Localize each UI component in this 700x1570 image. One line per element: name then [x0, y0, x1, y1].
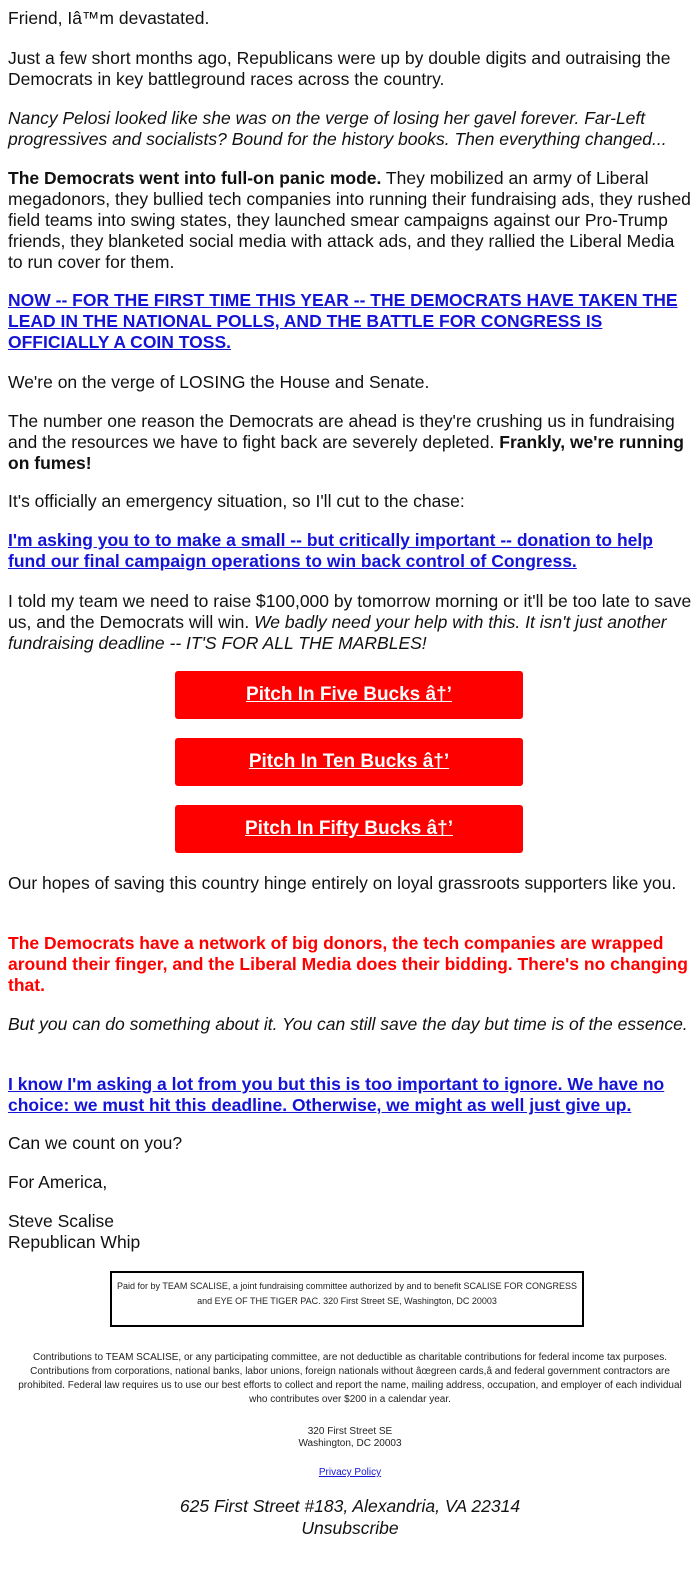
paragraph-emergency: It's officially an emergency situation, so I'll cut to the chase: [8, 491, 465, 511]
panic-heading: The Democrats went into full-on panic mode. [8, 168, 382, 188]
ask-paragraph [8, 1074, 692, 1116]
greeting: Friend, Iâ™m devastated. [8, 8, 210, 28]
paragraph-intro: Just a few short months ago, Republicans were up by double digits and outraising the Democrats in key battleground races across the country. [8, 48, 671, 89]
privacy-policy-row [8, 1466, 692, 1480]
signer-name: Steve Scalise [8, 1211, 115, 1231]
paragraph-save-day: But you can do something about it. You can still save the day but time is of the essence. [8, 1014, 688, 1034]
fundraising-text: The number one reason the Democrats are ahead is they're crushing us in fundraising and the resources we have to fight back are severely depleted. [8, 411, 675, 452]
paragraph-count: Can we count on you? [8, 1133, 183, 1153]
donation-link[interactable]: I'm asking you to to make a small -- but critically important -- donation to help fund our final campaign operations to win back control of Congress. [8, 530, 653, 571]
panic-text: They mobilized an army of Liberal megadonors, they bullied tech companies into running their fundraising ads, they rushed field teams into swing states, they launched smear campaigns against our Pro-Trump friends, they blanketed social media with attack ads, and they rallied the Liberal Media to run cover for them. [8, 168, 691, 272]
paragraph-pelosi: Nancy Pelosi looked like she was on the verge of losing her gavel forever. Far-Left progressives and socialists? Bound for the history books. Then everything changed... [8, 108, 667, 149]
unsubscribe-row [8, 1518, 692, 1539]
polls-link[interactable]: NOW -- FOR THE FIRST TIME THIS YEAR -- THE DEMOCRATS HAVE TAKEN THE LEAD IN THE NATIONAL POLLS, AND THE BATTLE FOR CONGRESS IS OFFICIALLY A COIN TOSS. [8, 290, 678, 352]
mailing-address: 625 First Street #183, Alexandria, VA 22314 [179, 1496, 521, 1516]
unsubscribe-link[interactable]: Unsubscribe [301, 1518, 399, 1538]
paid-for-box [110, 1271, 584, 1327]
signer-title: Republican Whip [8, 1232, 141, 1252]
paragraph-fundraising [8, 411, 692, 474]
paid-for-text: Paid for by TEAM SCALISE, a joint fundraising committee authorized by and to benefit SCALISE FOR CONGRESS and EYE OF THE TIGER PAC. 320 First Street SE, Washington, DC 20003 [116, 1281, 578, 1306]
marbles-text: We badly need your help with this. It isn't just another fundraising deadline -- IT'S FOR ALL THE MARBLES! [8, 612, 667, 653]
ask-link[interactable]: I know I'm asking a lot from you but this is too important to ignore. We have no choice: we must hit this deadline. Otherwise, we might as well just give up. [8, 1074, 665, 1115]
pitch-fifty-button[interactable]: Pitch In Fifty Bucks â†’ [175, 805, 523, 853]
paragraph-deadline [8, 591, 692, 654]
privacy-policy-link[interactable]: Privacy Policy [318, 1467, 382, 1478]
paragraph-verge: We're on the verge of LOSING the House and Senate. [8, 372, 430, 392]
address-line-2: Washington, DC 20003 [298, 1438, 402, 1449]
disclaimer-text: Contributions to TEAM SCALISE, or any participating committee, are not deductible as charitable contributions for federal income tax purposes. Contributions from corporations, national banks, labor unions, foreign nationals without âœgreen cards,â and federal government contractors are prohibited. Federal law requires us to use our best efforts to collect and report the name, mailing address, occupation, and employer of each individual who contributes over $200 in a calendar year. [18, 1352, 682, 1405]
pitch-ten-button[interactable]: Pitch In Ten Bucks â†’ [175, 738, 523, 786]
fumes-text: Frankly, we're running on fumes! [8, 432, 684, 473]
deadline-text: I told my team we need to raise $100,000 by tomorrow morning or it'll be too late to save us, and the Democrats will win. [8, 591, 692, 632]
address-line-1: 320 First Street SE [307, 1426, 393, 1437]
paragraph-panic [8, 168, 692, 273]
signoff: For America, [8, 1172, 108, 1192]
paragraph-hopes: Our hopes of saving this country hinge entirely on loyal grassroots supporters like you. [8, 873, 677, 893]
donation-paragraph [8, 530, 692, 572]
pitch-five-button[interactable]: Pitch In Five Bucks â†’ [175, 671, 523, 719]
polls-paragraph [8, 290, 692, 353]
paragraph-red-warning: The Democrats have a network of big donors, the tech companies are wrapped around their finger, and the Liberal Media does their bidding. There's no changing that. [8, 933, 688, 995]
